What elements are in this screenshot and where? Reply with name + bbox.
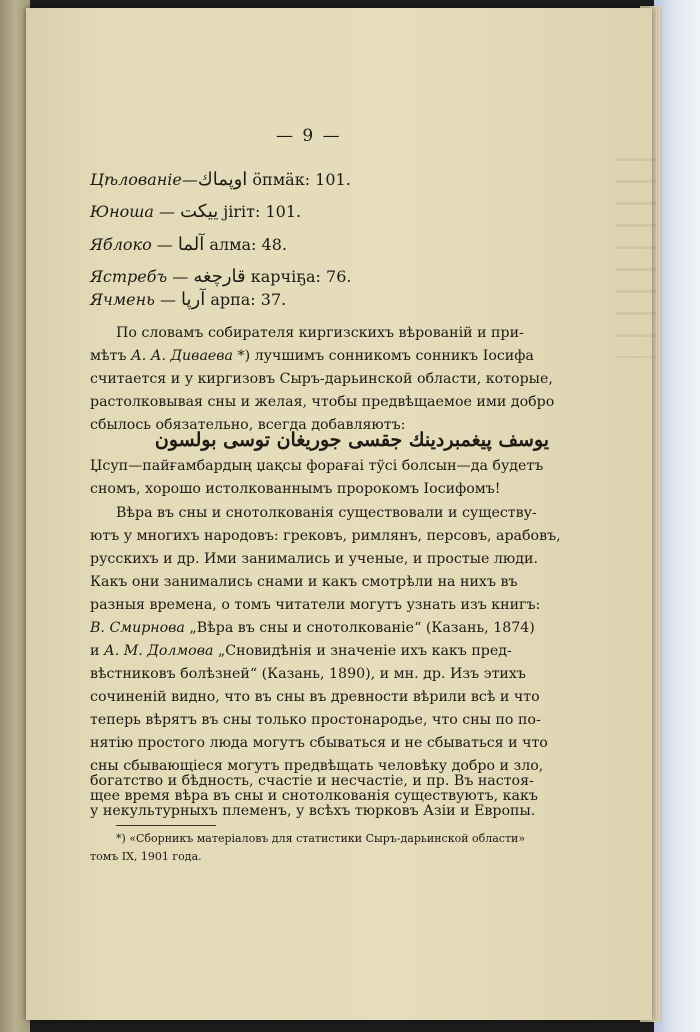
paragraph-line: считается и у киргизовъ Сыръ-дарьинской области, которые,	[90, 371, 553, 387]
show-through	[616, 158, 656, 358]
paragraph-line: сномъ, хорошо истолкованнымъ пророкомъ Іосифомъ!	[90, 481, 501, 497]
footnote-line: томъ IX, 1901 года.	[90, 850, 202, 863]
paragraph-line: растолковывая сны и желая, чтобы предвѣщаемое ими добро	[90, 394, 555, 410]
paragraph-line: Вѣра въ сны и снотолкованія существовали и существу-	[116, 505, 537, 521]
paragraph-line: В. Смирнова „Вѣра въ сны и снотолкованіе“ (Казань, 1874)	[90, 620, 535, 636]
glossary-entry: Юноша — ييكت jiriт: 101.	[90, 201, 302, 222]
paragraph-line: Џсуп—пайғамбардың џақсы форағаi тўсi болсын—да будетъ	[90, 458, 544, 474]
paragraph-line: теперь вѣрятъ въ сны только простонародье, что сны по по-	[90, 712, 541, 728]
glossary-entry: Цѣлованіе—اوپماك öпмäк: 101.	[90, 169, 351, 190]
arabic-saying: يوسف پيغمبردينك جقسى جوريغان توسى بولسون	[154, 429, 550, 451]
paragraph-line: и А. М. Долмова „Сновидѣнія и значеніе ихъ какъ пред-	[90, 643, 512, 659]
paragraph-line: мѣтъ А. А. Диваева *) лучшимъ сонникомъ сонникъ Іосифа	[90, 348, 534, 364]
paragraph-line: Какъ они занимались снами и какъ смотрѣли на нихъ въ	[90, 574, 518, 590]
footnote-line: *) «Сборникъ матеріаловъ для статистики Сыръ-дарьинской области»	[116, 832, 526, 845]
paragraph-line: сны сбывающіеся могутъ предвѣщать человѣку добро и зло,	[90, 758, 544, 774]
paragraph-line: нятію простого люда могутъ сбываться и не сбываться и что	[90, 735, 548, 751]
paragraph-line: богатство и бѣдность, счастіе и несчастіе, и пр. Въ настоя-	[90, 773, 534, 789]
paragraph-line: сочиненій видно, что въ сны въ древности вѣрили всѣ и что	[90, 689, 540, 705]
paragraph-line: сбылось обязательно, всегда добавляютъ:	[90, 417, 406, 433]
paragraph-line: русскихъ и др. Ими занимались и ученые, и простые люди.	[90, 551, 538, 567]
book-page	[26, 8, 652, 1020]
glossary-entry: Ястребъ — قارچغه карчіҕа: 76.	[90, 266, 352, 287]
paragraph-line: По словамъ собирателя киргизскихъ вѣрованій и при-	[116, 325, 524, 341]
glossary-entry: Яблоко — آلما алма: 48.	[90, 234, 287, 255]
glossary-entry: Ячмень — آرپا арпа: 37.	[90, 289, 287, 310]
paragraph-line: щее время вѣра въ сны и снотолкованія существуютъ, какъ	[90, 788, 538, 804]
footnote-divider	[116, 825, 216, 826]
paragraph-line: у некультурныхъ племенъ, у всѣхъ тюрковъ Азіи и Европы.	[90, 803, 536, 819]
paragraph-line: разныя времена, о томъ читатели могутъ узнать изъ книгъ:	[90, 597, 541, 613]
page-number: — 9 —	[276, 126, 342, 146]
paragraph-line: ютъ у многихъ народовъ: грековъ, римлянъ, персовъ, арабовъ,	[90, 528, 561, 544]
paragraph-line: вѣстниковъ болѣзней“ (Казань, 1890), и мн. др. Изъ этихъ	[90, 666, 526, 682]
